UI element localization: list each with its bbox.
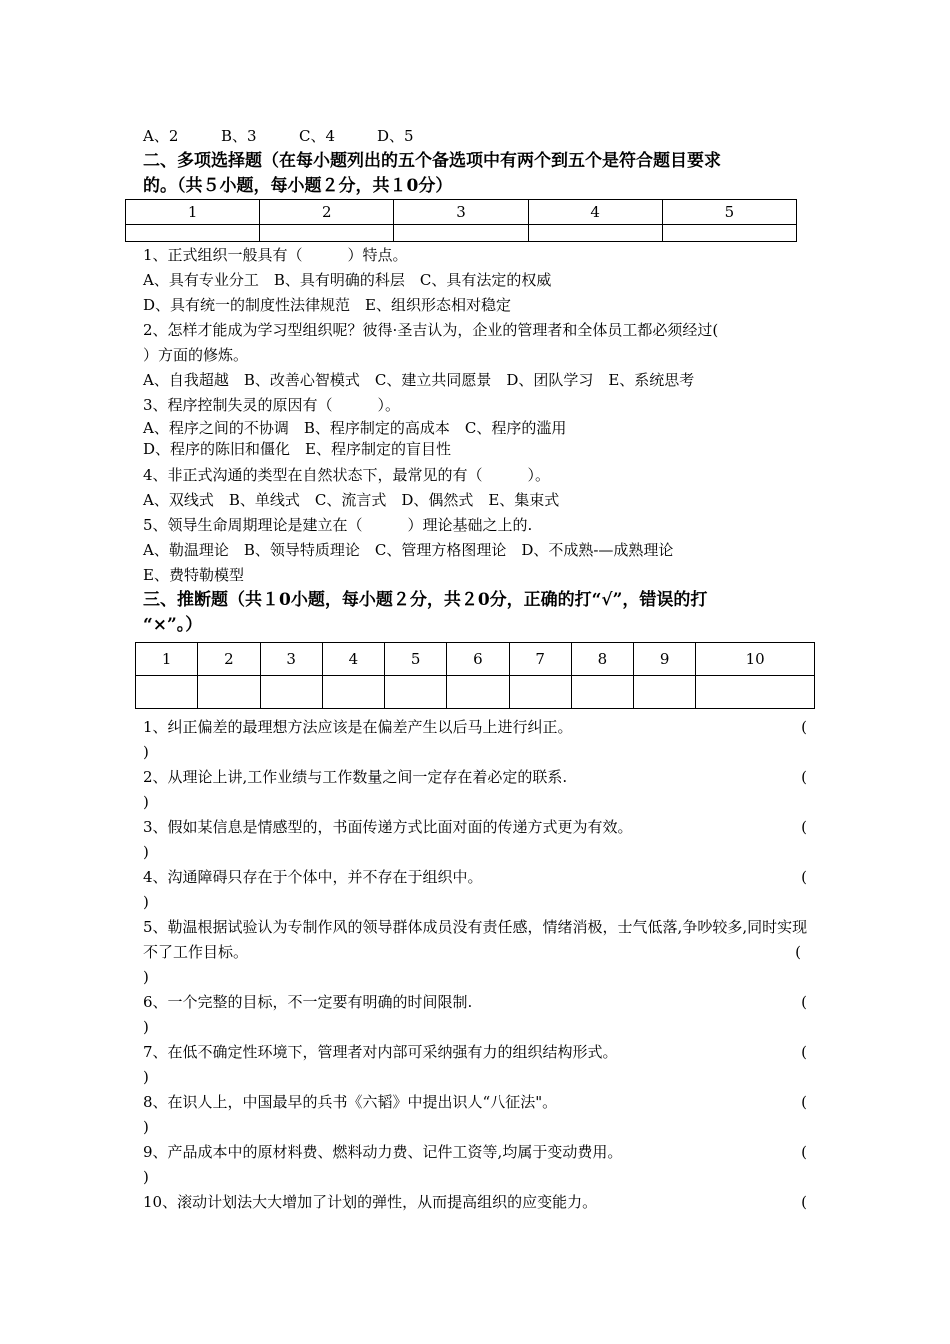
open-paren: ( [801,1043,807,1061]
tf-text: 5、勒温根据试验认为专制作风的领导群体成员没有责任感，情绪消极，士气低落,争吵较多,同时实现不了工作目标。 [143,918,808,961]
question-options: A、双线式 B、单线式 C、流言式 D、偶然式 E、集束式 [143,491,560,509]
tf-text: 9、产品成本中的原材料费、燃料动力费、记件工资等,均属于变动费用。 [143,1143,623,1161]
answer-header: 5 [662,200,796,225]
open-paren: ( [795,943,801,961]
answer-header: 4 [528,200,662,225]
question-stem: 1、正式组织一般具有（ ）特点。 [143,246,408,264]
close-paren: ) [143,893,149,911]
close-paren: ) [143,843,149,861]
question-stem: 5、领导生命周期理论是建立在（ ）理论基础之上的. [143,516,533,534]
section3-heading-line1: 三、推断题（共１0小题，每小题２分，共２0分，正确的打“√”，错误的打 [143,590,708,610]
section2-heading-line2: 的。（共５小题，每小题２分，共１0分） [143,176,453,196]
answer-cell[interactable] [571,676,633,709]
tf-text: 2、从理论上讲,工作业绩与工作数量之间一定存在着必定的联系. [143,768,568,786]
section3-heading [143,588,815,638]
tf-item-9 [143,1140,815,1190]
open-paren: ( [801,1093,807,1111]
close-paren: ) [143,1018,149,1036]
answer-header: 3 [260,643,322,676]
close-paren: ) [143,793,149,811]
mc-question-3 [143,393,815,460]
tf-item-10 [143,1190,815,1215]
section2-heading [143,149,815,199]
answer-cell[interactable] [385,676,447,709]
question-options: A、具有专业分工 B、具有明确的科层 C、具有法定的权威 [143,271,552,289]
answer-cell[interactable] [634,676,696,709]
tf-text: 7、在低不确定性环境下，管理者对内部可采纳强有力的组织结构形式。 [143,1043,618,1061]
question-options: A、程序之间的不协调 B、程序制定的高成本 C、程序的滥用 [143,419,567,437]
exam-page [143,124,815,1215]
tf-item-6 [143,990,815,1040]
tf-text: 3、假如某信息是情感型的，书面传递方式比面对面的传递方式更为有效。 [143,818,633,836]
close-paren: ) [143,743,149,761]
close-paren: ) [143,968,149,986]
question-stem: 2、怎样才能成为学习型组织呢？彼得·圣吉认为，企业的管理者和全体员工都必须经过( [143,321,719,339]
answer-header: 10 [696,643,815,676]
close-paren: ) [143,1168,149,1186]
answer-header: 3 [394,200,528,225]
question-stem: 4、非正式沟通的类型在自然状态下，最常见的有（ ）。 [143,466,551,484]
close-paren: ) [143,1118,149,1136]
answer-cell[interactable] [136,676,198,709]
open-paren: ( [801,993,807,1011]
mc-question-2 [143,318,815,393]
tf-text: 6、一个完整的目标，不一定要有明确的时间限制. [143,993,473,1011]
open-paren: ( [801,1143,807,1161]
option-b: B、3 [221,127,257,145]
answer-header: 4 [322,643,384,676]
tf-item-7 [143,1040,815,1090]
open-paren: ( [801,1193,807,1211]
answer-header: 1 [136,643,198,676]
answer-cell[interactable] [662,225,796,242]
open-paren: ( [801,868,807,886]
open-paren: ( [801,718,807,736]
answer-cell[interactable] [322,676,384,709]
answer-header: 8 [571,643,633,676]
section3-answer-table [135,642,815,709]
question-options: A、自我超越 B、改善心智模式 C、建立共同愿景 D、团队学习 E、系统思考 [143,371,695,389]
open-paren: ( [801,818,807,836]
option-d: D、5 [377,127,414,145]
question-options: D、程序的陈旧和僵化 E、程序制定的盲目性 [143,440,451,458]
question-options: E、费特勒模型 [143,566,244,584]
section2-answer-table [125,199,797,242]
section2-heading-line1: 二、多项选择题（在每小题列出的五个备选项中有两个到五个是符合题目要求 [143,151,721,171]
tf-item-3 [143,815,815,865]
answer-cell[interactable] [509,676,571,709]
answer-header: 2 [260,200,394,225]
answer-header: 7 [509,643,571,676]
previous-question-options [143,124,815,149]
tf-text: 8、在识人上，中国最早的兵书《六韬》中提出识人“八征法"。 [143,1093,558,1111]
answer-cell[interactable] [198,676,260,709]
open-paren: ( [801,768,807,786]
tf-item-4 [143,865,815,915]
mc-question-4 [143,463,815,513]
tf-text: 1、纠正偏差的最理想方法应该是在偏差产生以后马上进行纠正。 [143,718,573,736]
tf-item-1 [143,715,815,765]
answer-header: 9 [634,643,696,676]
tf-item-5 [143,915,815,990]
answer-cell[interactable] [528,225,662,242]
option-c: C、4 [299,127,336,145]
answer-header: 6 [447,643,509,676]
answer-cell[interactable] [260,225,394,242]
answer-cell[interactable] [447,676,509,709]
question-options: D、具有统一的制度性法律规范 E、组织形态相对稳定 [143,296,511,314]
answer-header: 1 [126,200,260,225]
question-options: A、勒温理论 B、领导特质理论 C、管理方格图理论 D、不成熟-—成熟理论 [143,541,674,559]
answer-header: 5 [385,643,447,676]
answer-cell[interactable] [696,676,815,709]
mc-question-5 [143,513,815,588]
tf-text: 4、沟通障碍只存在于个体中，并不存在于组织中。 [143,868,483,886]
answer-cell[interactable] [126,225,260,242]
answer-header: 2 [198,643,260,676]
section3-heading-line2: “×”。） [143,615,203,635]
question-stem-cont: ）方面的修炼。 [143,346,249,364]
tf-item-2 [143,765,815,815]
close-paren: ) [143,1068,149,1086]
answer-cell[interactable] [394,225,528,242]
mc-question-1 [143,243,815,318]
tf-item-8 [143,1090,815,1140]
option-a: A、2 [143,127,179,145]
question-stem: 3、程序控制失灵的原因有（ ）。 [143,396,401,414]
tf-text: 10、滚动计划法大大增加了计划的弹性，从而提高组织的应变能力。 [143,1193,598,1211]
answer-cell[interactable] [260,676,322,709]
